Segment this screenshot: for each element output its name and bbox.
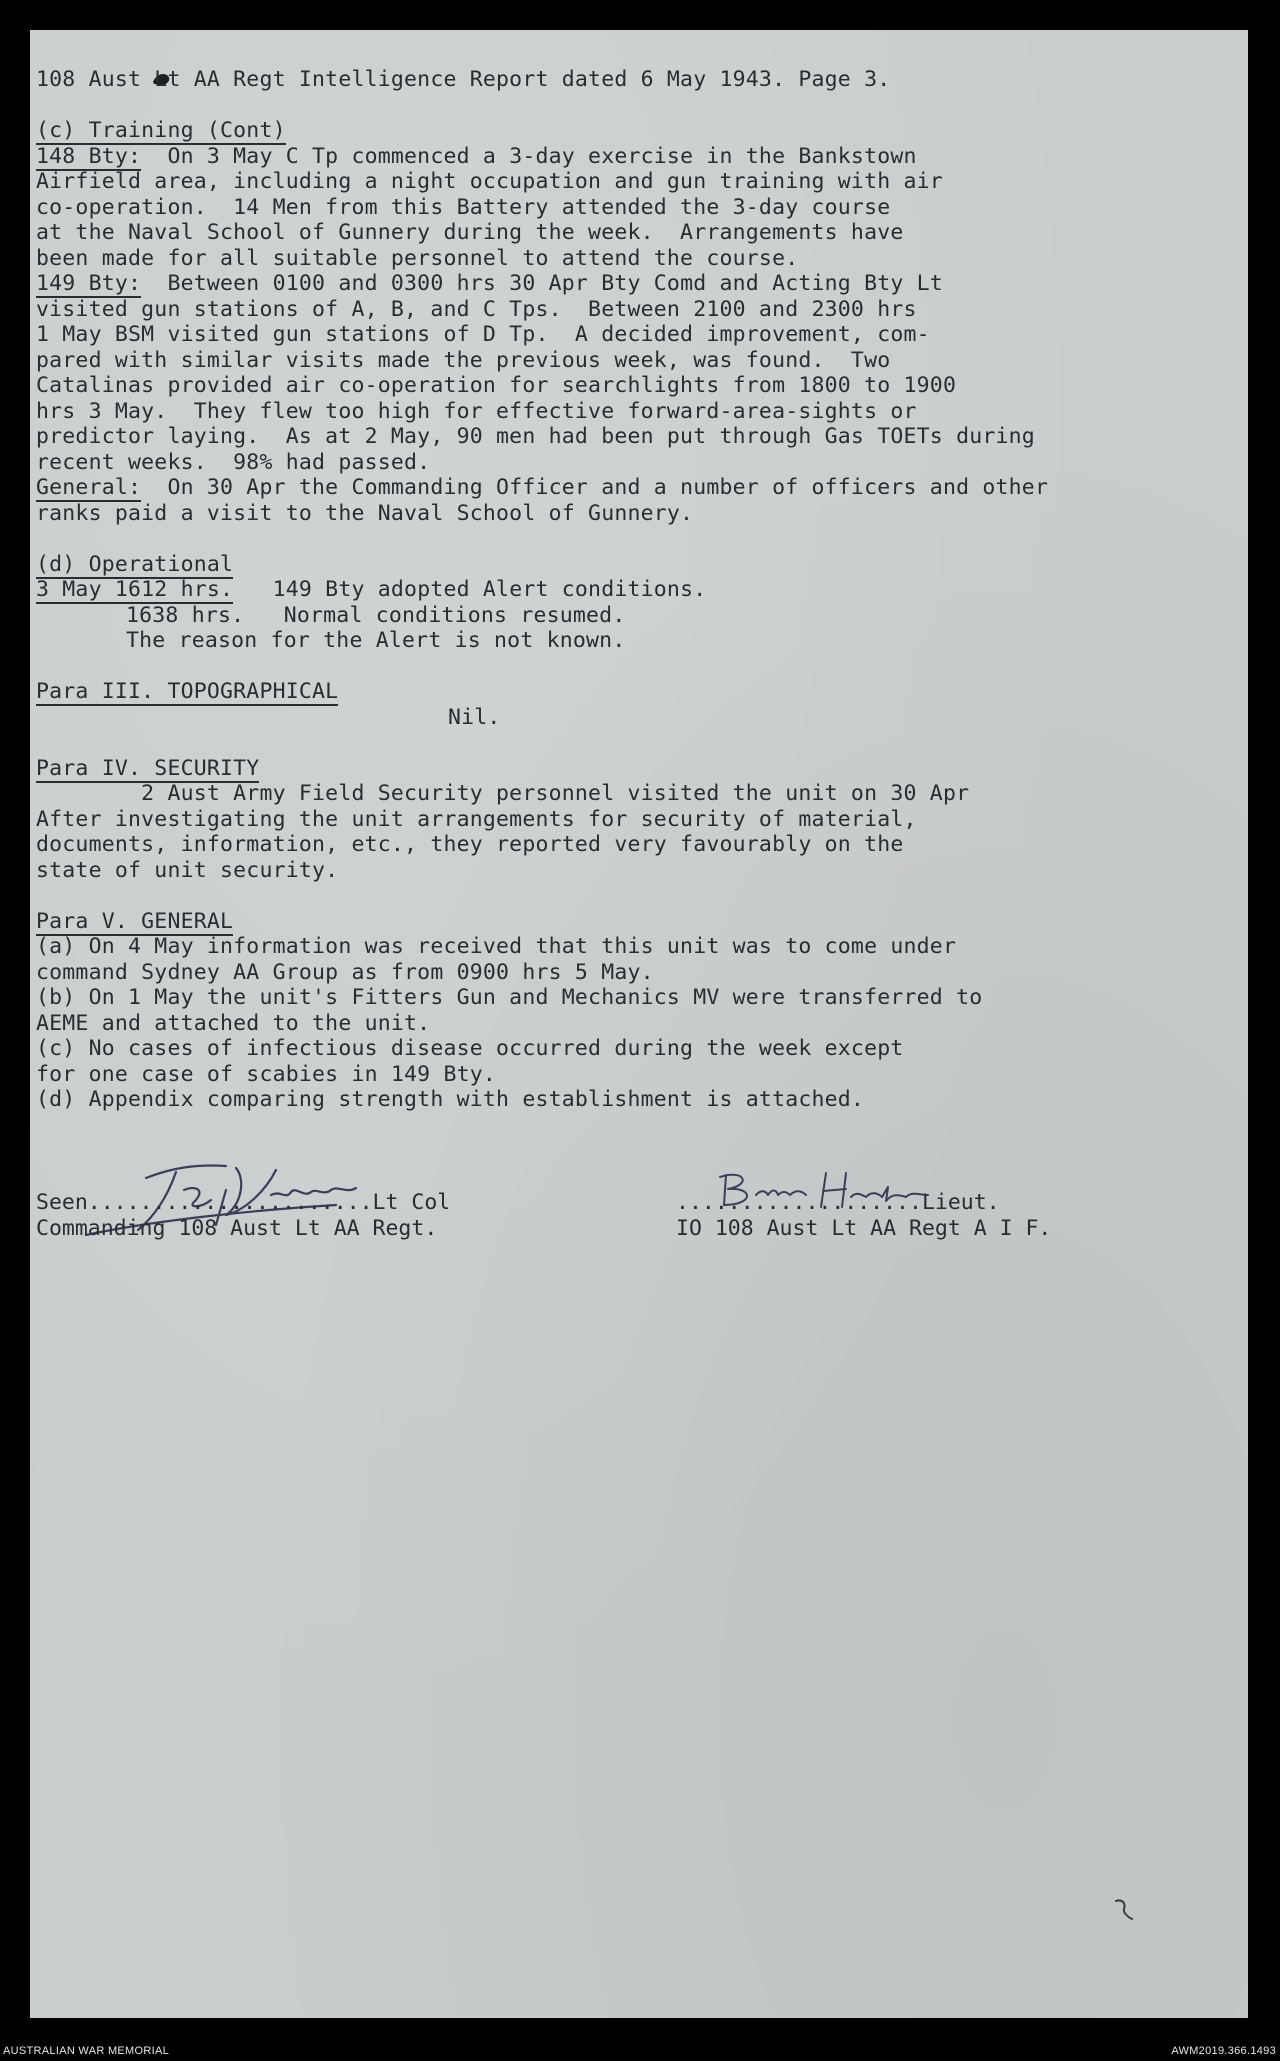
bty148-line-4: at the Naval School of Gunnery during the week. Arrangements have bbox=[36, 220, 904, 245]
security-heading: Para IV. SECURITY bbox=[36, 755, 260, 781]
bty149-line-8: recent weeks. 98% had passed. bbox=[36, 449, 431, 475]
signature-right bbox=[676, 1190, 1051, 1241]
general-b-line-1: (b) On 1 May the unit's Fitters Gun and Mechanics MV were transferred to bbox=[36, 985, 983, 1010]
signature-block bbox=[36, 1150, 1216, 1240]
operational-line-3: The reason for the Alert is not known. bbox=[126, 628, 626, 653]
bty148-line-2: Airfield area, including a night occupation and gun training with air bbox=[36, 169, 943, 194]
bty148-line-3: co-operation. 14 Men from this Battery attended the 3-day course bbox=[36, 194, 891, 220]
bty148-line-1 bbox=[36, 144, 1216, 170]
general-a-line-1: (a) On 4 May information was received that this unit was to come under bbox=[36, 934, 957, 959]
security-line-3: documents, information, etc., they reported very favourably on the bbox=[36, 832, 904, 857]
topographical-body: Nil. bbox=[448, 704, 501, 730]
bty149-line-4: pared with similar visits made the previous week, was found. Two bbox=[36, 347, 891, 373]
general-training-label: General: bbox=[36, 475, 142, 500]
bty149-text-1: Between 0100 and 0300 hrs 30 Apr Bty Comd and Acting Bty Lt bbox=[141, 271, 943, 296]
commanding-line: Commanding 108 Aust Lt AA Regt. bbox=[36, 1215, 438, 1241]
training-heading: (c) Training (Cont) bbox=[36, 118, 286, 143]
bty148-label: 148 Bty: bbox=[36, 143, 142, 169]
operational-text-1: 149 Bty adopted Alert conditions. bbox=[233, 577, 707, 602]
bty149-line-3: 1 May BSM visited gun stations of D Tp. A decided improvement, com- bbox=[36, 322, 930, 347]
general-c-line-1: (c) No cases of infectious disease occurred during the week except bbox=[36, 1036, 904, 1061]
bty148-text-1: On 3 May C Tp commenced a 3-day exercise in the Bankstown bbox=[141, 143, 917, 169]
security-line-4: state of unit security. bbox=[36, 857, 339, 883]
security-line-1: 2 Aust Army Field Security personnel visited the unit on 30 Apr bbox=[36, 781, 970, 806]
general-training-text-1: On 30 Apr the Commanding Officer and a number of officers and other bbox=[141, 475, 1049, 500]
report-body bbox=[36, 67, 1216, 1113]
bty149-line-5: Catalinas provided air co-operation for searchlights from 1800 to 1900 bbox=[36, 373, 957, 398]
general-training-line-2: ranks paid a visit to the Naval School of Gunnery. bbox=[36, 500, 694, 526]
operational-date: 3 May 1612 hrs. bbox=[36, 577, 234, 602]
bty148-line-5: been made for all suitable personnel to attend the course. bbox=[36, 245, 799, 271]
report-header: 108 Aust Lt AA Regt Intelligence Report dated 6 May 1943. Page 3. bbox=[36, 67, 891, 92]
security-line-2: After investigating the unit arrangements for security of material, bbox=[36, 806, 917, 832]
general-b-line-2: AEME and attached to the unit. bbox=[36, 1010, 431, 1036]
io-line: IO 108 Aust Lt AA Regt A I F. bbox=[676, 1215, 1052, 1241]
bty149-line-6: hrs 3 May. They flew too high for effective forward-area-sights or bbox=[36, 398, 917, 424]
pencil-mark bbox=[1110, 1895, 1140, 1925]
bty149-line-7: predictor laying. As at 2 May, 90 men had been put through Gas TOETs during bbox=[36, 424, 1035, 449]
topographical-heading: Para III. TOPOGRAPHICAL bbox=[36, 679, 339, 704]
footer-accession-number: AWM2019.366.1493 bbox=[1171, 2045, 1276, 2057]
operational-heading: (d) Operational bbox=[36, 551, 234, 577]
general-a-line-2: command Sydney AA Group as from 0900 hrs 5 May. bbox=[36, 959, 654, 985]
seen-line: Seen......................Lt Col bbox=[36, 1190, 451, 1215]
general-training-line-1 bbox=[36, 475, 1216, 501]
bty149-line-1 bbox=[36, 271, 1216, 297]
bty149-label: 149 Bty: bbox=[36, 271, 142, 296]
general-c-line-2: for one case of scabies in 149 Bty. bbox=[36, 1061, 497, 1087]
general-heading: Para V. GENERAL bbox=[36, 908, 234, 934]
operational-line-2: 1638 hrs. Normal conditions resumed. bbox=[126, 602, 626, 628]
operational-line-1 bbox=[36, 577, 1216, 603]
bty149-line-2: visited gun stations of A, B, and C Tps. Between 2100 and 2300 hrs bbox=[36, 296, 917, 322]
footer-institution: AUSTRALIAN WAR MEMORIAL bbox=[3, 2045, 170, 2057]
general-d-line-1: (d) Appendix comparing strength with establishment is attached. bbox=[36, 1087, 865, 1112]
lieut-line: ...................Lieut. bbox=[676, 1190, 1000, 1215]
signature-left bbox=[36, 1190, 450, 1241]
